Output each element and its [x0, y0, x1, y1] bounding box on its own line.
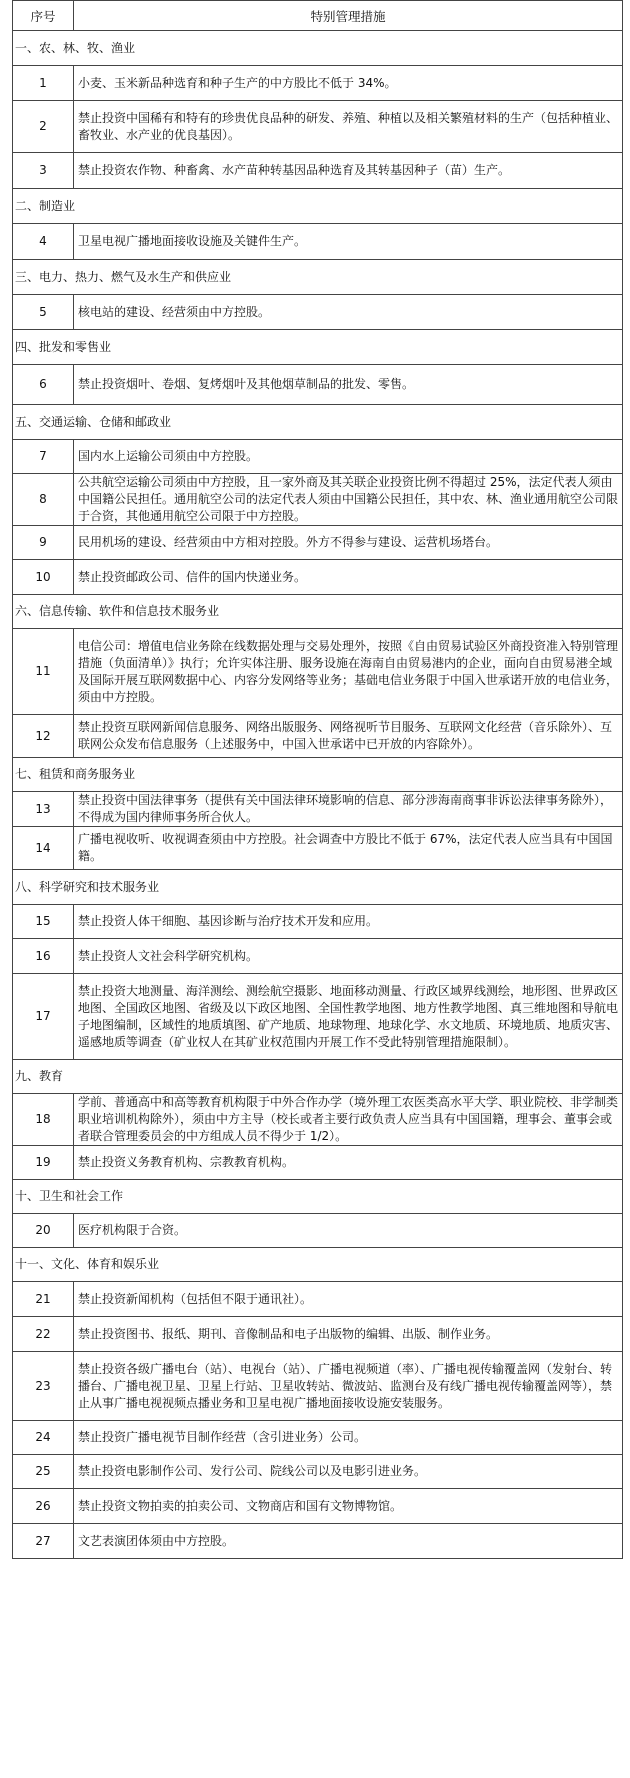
measure-text: 禁止投资广播电视节目制作经营（含引进业务）公司。: [74, 1421, 623, 1455]
measure-text: 核电站的建设、经营须由中方控股。: [74, 295, 623, 330]
measure-text: 禁止投资电影制作公司、发行公司、院线公司以及电影引进业务。: [74, 1455, 623, 1489]
row-number: 26: [13, 1489, 74, 1524]
section-row: [13, 31, 623, 66]
section-heading: 十、卫生和社会工作: [13, 1180, 623, 1214]
section-heading: 一、农、林、牧、渔业: [13, 31, 623, 66]
row-number: 11: [13, 629, 74, 715]
row-number: 21: [13, 1282, 74, 1317]
measure-text: 国内水上运输公司须由中方控股。: [74, 440, 623, 474]
row-number: 15: [13, 905, 74, 939]
table-row: [13, 1214, 623, 1248]
measure-text: 小麦、玉米新品种选育和种子生产的中方股比不低于 34%。: [74, 66, 623, 101]
section-heading: 七、租赁和商务服务业: [13, 758, 623, 792]
table-row: [13, 1317, 623, 1352]
row-number: 23: [13, 1352, 74, 1421]
table-row: [13, 1421, 623, 1455]
table-row: [13, 715, 623, 758]
row-number: 1: [13, 66, 74, 101]
measure-text: 禁止投资新闻机构（包括但不限于通讯社）。: [74, 1282, 623, 1317]
measure-text: 广播电视收听、收视调查须由中方控股。社会调查中方股比不低于 67%，法定代表人应当具有中国国籍。: [74, 827, 623, 870]
section-row: [13, 260, 623, 295]
section-heading: 五、交通运输、仓储和邮政业: [13, 405, 623, 440]
measure-text: 禁止投资大地测量、海洋测绘、测绘航空摄影、地面移动测量、行政区域界线测绘，地形图、世界政区地图、全国政区地图、省级及以下政区地图、全国性教学地图、地方性教学地图、真三维地图和导航电子地图编制，区域性的地质填图、矿产地质、地球物理、地球化学、水文地质、环境地质、地质灾害、遥感地质等调查（矿业权人在其矿业权范围内开展工作不受此特别管理措施限制）。: [74, 974, 623, 1060]
row-number: 6: [13, 365, 74, 405]
table-row: [13, 365, 623, 405]
row-number: 18: [13, 1094, 74, 1146]
row-number: 2: [13, 101, 74, 153]
measure-text: 禁止投资义务教育机构、宗教教育机构。: [74, 1146, 623, 1180]
section-row: [13, 330, 623, 365]
table-row: [13, 224, 623, 260]
table-row: [13, 153, 623, 189]
section-heading: 十一、文化、体育和娱乐业: [13, 1248, 623, 1282]
table-row: [13, 1524, 623, 1559]
row-number: 3: [13, 153, 74, 189]
section-heading: 三、电力、热力、燃气及水生产和供应业: [13, 260, 623, 295]
row-number: 4: [13, 224, 74, 260]
measure-text: 公共航空运输公司须由中方控股，且一家外商及其关联企业投资比例不得超过 25%，法定代表人须由中国籍公民担任。通用航空公司的法定代表人须由中国籍公民担任，其中农、林、渔业通用航空公司限于合资，其他通用航空公司限于中方控股。: [74, 474, 623, 526]
row-number: 5: [13, 295, 74, 330]
measure-text: 禁止投资人文社会科学研究机构。: [74, 939, 623, 974]
table-row: [13, 440, 623, 474]
section-heading: 八、科学研究和技术服务业: [13, 870, 623, 905]
measure-text: 医疗机构限于合资。: [74, 1214, 623, 1248]
measure-text: 禁止投资文物拍卖的拍卖公司、文物商店和国有文物博物馆。: [74, 1489, 623, 1524]
measure-text: 文艺表演团体须由中方控股。: [74, 1524, 623, 1559]
table-row: [13, 66, 623, 101]
row-number: 19: [13, 1146, 74, 1180]
measure-text: 学前、普通高中和高等教育机构限于中外合作办学（境外理工农医类高水平大学、职业院校、非学制类职业培训机构除外），须由中方主导（校长或者主要行政负责人应当具有中国国籍，理事会、董事会或者联合管理委员会的中方组成人员不得少于 1/2）。: [74, 1094, 623, 1146]
section-row: [13, 1180, 623, 1214]
row-number: 17: [13, 974, 74, 1060]
row-number: 7: [13, 440, 74, 474]
measure-text: 民用机场的建设、经营须由中方相对控股。外方不得参与建设、运营机场塔台。: [74, 526, 623, 560]
section-row: [13, 1060, 623, 1094]
measure-text: 禁止投资中国法律事务（提供有关中国法律环境影响的信息、部分涉海南商事非诉讼法律事务除外），不得成为国内律师事务所合伙人。: [74, 792, 623, 827]
table-row: [13, 1094, 623, 1146]
section-row: [13, 189, 623, 224]
section-heading: 四、批发和零售业: [13, 330, 623, 365]
table-row: [13, 1489, 623, 1524]
section-row: [13, 758, 623, 792]
section-heading: 九、教育: [13, 1060, 623, 1094]
table-row: [13, 1146, 623, 1180]
row-number: 9: [13, 526, 74, 560]
table-row: [13, 1352, 623, 1421]
measure-text: 禁止投资农作物、种畜禽、水产苗种转基因品种选育及其转基因种子（苗）生产。: [74, 153, 623, 189]
section-heading: 二、制造业: [13, 189, 623, 224]
table-row: [13, 560, 623, 595]
measure-text: 禁止投资各级广播电台（站）、电视台（站）、广播电视频道（率）、广播电视传输覆盖网（发射台、转播台、广播电视卫星、卫星上行站、卫星收转站、微波站、监测台及有线广播电视传输覆盖网等），禁止从事广播电视视频点播业务和卫星电视广播地面接收设施安装服务。: [74, 1352, 623, 1421]
table-row: [13, 526, 623, 560]
table-row: [13, 905, 623, 939]
measure-text: 电信公司：增值电信业务除在线数据处理与交易处理外，按照《自由贸易试验区外商投资准入特别管理措施（负面清单）》执行；允许实体注册、服务设施在海南自由贸易港内的企业，面向自由贸易港全域及国际开展互联网数据中心、内容分发网络等业务；基础电信业务限于中国入世承诺开放的电信业务，须由中方控股。: [74, 629, 623, 715]
measure-text: 禁止投资邮政公司、信件的国内快递业务。: [74, 560, 623, 595]
table-row: [13, 629, 623, 715]
table-row: [13, 474, 623, 526]
table-row: [13, 827, 623, 870]
table-row: [13, 1282, 623, 1317]
header-index: 序号: [13, 1, 74, 31]
measure-text: 禁止投资互联网新闻信息服务、网络出版服务、网络视听节目服务、互联网文化经营（音乐除外）、互联网公众发布信息服务（上述服务中，中国入世承诺中已开放的内容除外）。: [74, 715, 623, 758]
measure-text: 禁止投资中国稀有和特有的珍贵优良品种的研发、养殖、种植以及相关繁殖材料的生产（包括种植业、畜牧业、水产业的优良基因）。: [74, 101, 623, 153]
section-heading: 六、信息传输、软件和信息技术服务业: [13, 595, 623, 629]
section-row: [13, 1248, 623, 1282]
row-number: 25: [13, 1455, 74, 1489]
section-row: [13, 405, 623, 440]
special-measures-table: [12, 0, 623, 1559]
table-row: [13, 295, 623, 330]
row-number: 22: [13, 1317, 74, 1352]
table-row: [13, 974, 623, 1060]
table-row: [13, 1455, 623, 1489]
row-number: 16: [13, 939, 74, 974]
measure-text: 禁止投资烟叶、卷烟、复烤烟叶及其他烟草制品的批发、零售。: [74, 365, 623, 405]
table-row: [13, 792, 623, 827]
measure-text: 禁止投资图书、报纸、期刊、音像制品和电子出版物的编辑、出版、制作业务。: [74, 1317, 623, 1352]
header-measures: 特别管理措施: [74, 1, 623, 31]
section-row: [13, 595, 623, 629]
row-number: 10: [13, 560, 74, 595]
row-number: 13: [13, 792, 74, 827]
row-number: 14: [13, 827, 74, 870]
table-row: [13, 939, 623, 974]
measure-text: 禁止投资人体干细胞、基因诊断与治疗技术开发和应用。: [74, 905, 623, 939]
row-number: 8: [13, 474, 74, 526]
row-number: 27: [13, 1524, 74, 1559]
row-number: 24: [13, 1421, 74, 1455]
measure-text: 卫星电视广播地面接收设施及关键件生产。: [74, 224, 623, 260]
row-number: 12: [13, 715, 74, 758]
table-body: [13, 31, 623, 1559]
table-header-row: [13, 1, 623, 31]
row-number: 20: [13, 1214, 74, 1248]
table-row: [13, 101, 623, 153]
section-row: [13, 870, 623, 905]
